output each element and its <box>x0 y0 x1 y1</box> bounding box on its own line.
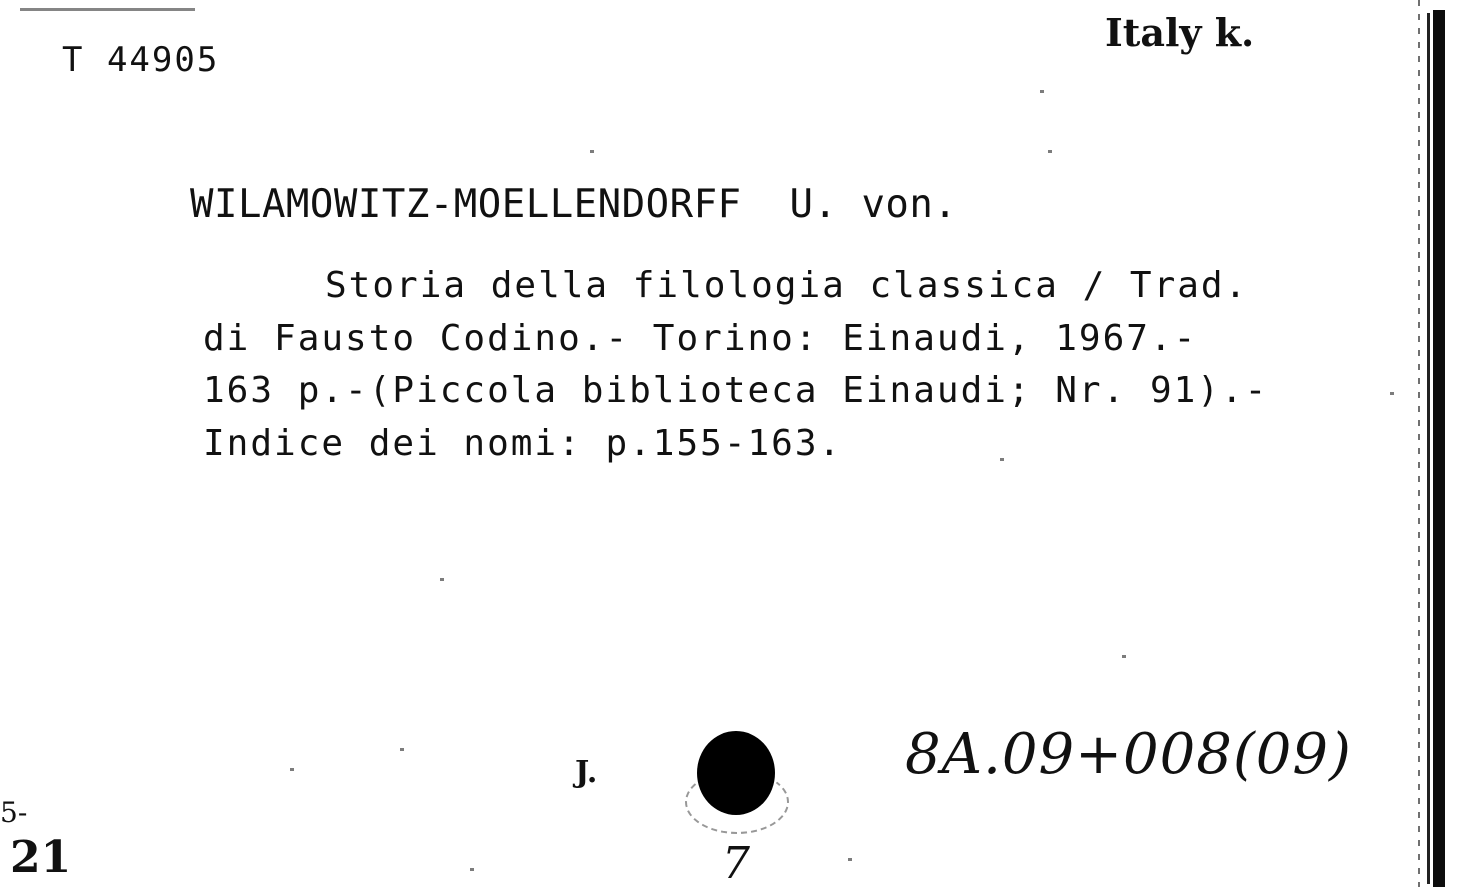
title-line: Storia della filologia classica / Trad. <box>325 265 1249 306</box>
collation-line: 163 p.-(Piccola biblioteca Einaudi; Nr. 91).- <box>203 370 1269 411</box>
speck <box>290 768 294 771</box>
author-heading: WILAMOWITZ-MOELLENDORFF U. von. <box>190 182 958 227</box>
perforation-line <box>1418 0 1420 887</box>
imprint-line: di Fausto Codino.- Torino: Einaudi, 1967.- <box>203 318 1198 359</box>
speck <box>440 578 444 581</box>
speck <box>400 748 404 751</box>
speck <box>848 858 852 861</box>
classification-number: 8A.09+008(09) <box>905 722 1352 787</box>
call-number: T 44905 <box>62 40 220 80</box>
speck <box>1040 90 1044 93</box>
speck <box>590 150 594 153</box>
speck <box>470 868 474 871</box>
top-rule <box>20 8 195 11</box>
location-label: Italy k. <box>1105 10 1255 55</box>
corner-number: 21 <box>10 832 72 883</box>
speck <box>1390 392 1394 395</box>
speck <box>1048 150 1052 153</box>
corner-mark: 5- <box>0 796 28 829</box>
punch-hole <box>697 731 775 815</box>
card-edge-border <box>1430 10 1445 887</box>
speck <box>1000 458 1004 461</box>
bottom-number: 7 <box>722 838 750 889</box>
note-line: Indice dei nomi: p.155-163. <box>203 423 843 464</box>
initial-mark: J. <box>575 755 598 790</box>
speck <box>1122 655 1126 658</box>
